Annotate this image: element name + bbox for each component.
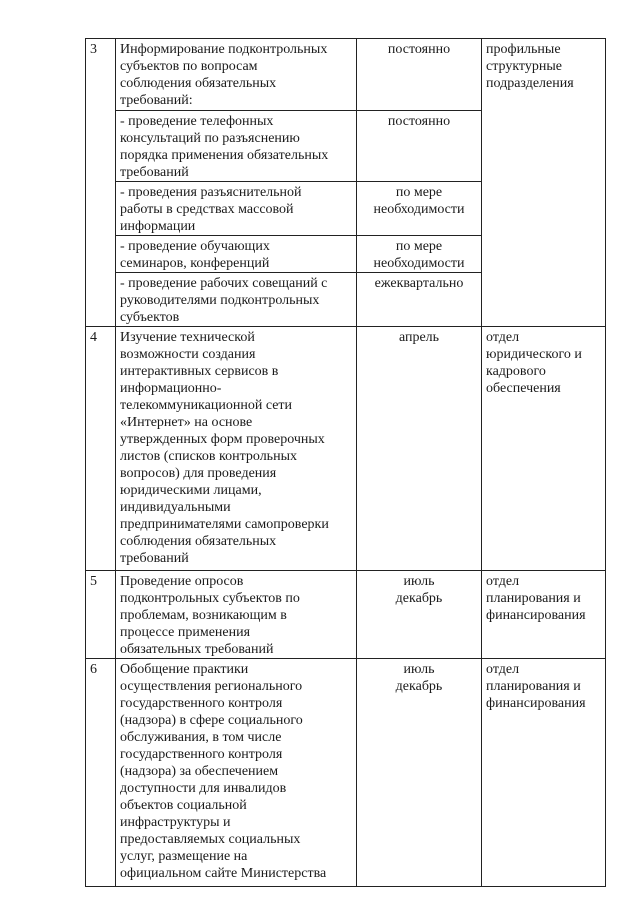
row-number: 6 bbox=[86, 659, 116, 887]
activity-cell: - проведение обучающих семинаров, конференций bbox=[116, 236, 357, 273]
responsible-cell: отдел планирования и финансирования bbox=[482, 571, 606, 659]
responsible-cell: отдел планирования и финансирования bbox=[482, 659, 606, 887]
table-row bbox=[86, 39, 606, 111]
activity-cell: Обобщение практики осуществления регионального государственного контроля (надзора) в сфере социального обслуживания, в том числе государственного контроля (надзора) за обеспечением доступности для инвалидов объектов социальной инфраструктуры и предоставляемых социальных услуг, размещение на официальном сайте Министерства bbox=[116, 659, 357, 887]
activity-cell: Изучение технической возможности создания интерактивных сервисов в информационно- телекоммуникационной сети «Интернет» на основе утвержденных форм проверочных листов (списков контрольных вопросов) для проведения юридическими лицами, индивидуальными предпринимателями самопроверки соблюдения обязательных требований bbox=[116, 327, 357, 571]
timing-cell: по мере необходимости bbox=[357, 182, 482, 236]
activity-cell: - проведения разъяснительной работы в средствах массовой информации bbox=[116, 182, 357, 236]
responsible-cell: отдел юридического и кадрового обеспечения bbox=[482, 327, 606, 571]
row-number: 4 bbox=[86, 327, 116, 571]
timing-cell: постоянно bbox=[357, 39, 482, 111]
table-row bbox=[86, 327, 606, 571]
timing-cell: июль декабрь bbox=[357, 659, 482, 887]
activity-cell: - проведение телефонных консультаций по разъяснению порядка применения обязательных требований bbox=[116, 111, 357, 182]
timing-cell: апрель bbox=[357, 327, 482, 571]
timing-cell: по мере необходимости bbox=[357, 236, 482, 273]
table-row bbox=[86, 659, 606, 887]
table-row bbox=[86, 571, 606, 659]
activity-cell: Проведение опросов подконтрольных субъектов по проблемам, возникающим в процессе применения обязательных требований bbox=[116, 571, 357, 659]
row-number: 3 bbox=[86, 39, 116, 327]
row-number: 5 bbox=[86, 571, 116, 659]
timing-cell: июль декабрь bbox=[357, 571, 482, 659]
timing-cell: постоянно bbox=[357, 111, 482, 182]
activity-cell: - проведение рабочих совещаний с руководителями подконтрольных субъектов bbox=[116, 273, 357, 327]
plan-table bbox=[85, 38, 606, 887]
activity-cell: Информирование подконтрольных субъектов по вопросам соблюдения обязательных требований: bbox=[116, 39, 357, 111]
timing-cell: ежеквартально bbox=[357, 273, 482, 327]
responsible-cell: профильные структурные подразделения bbox=[482, 39, 606, 327]
